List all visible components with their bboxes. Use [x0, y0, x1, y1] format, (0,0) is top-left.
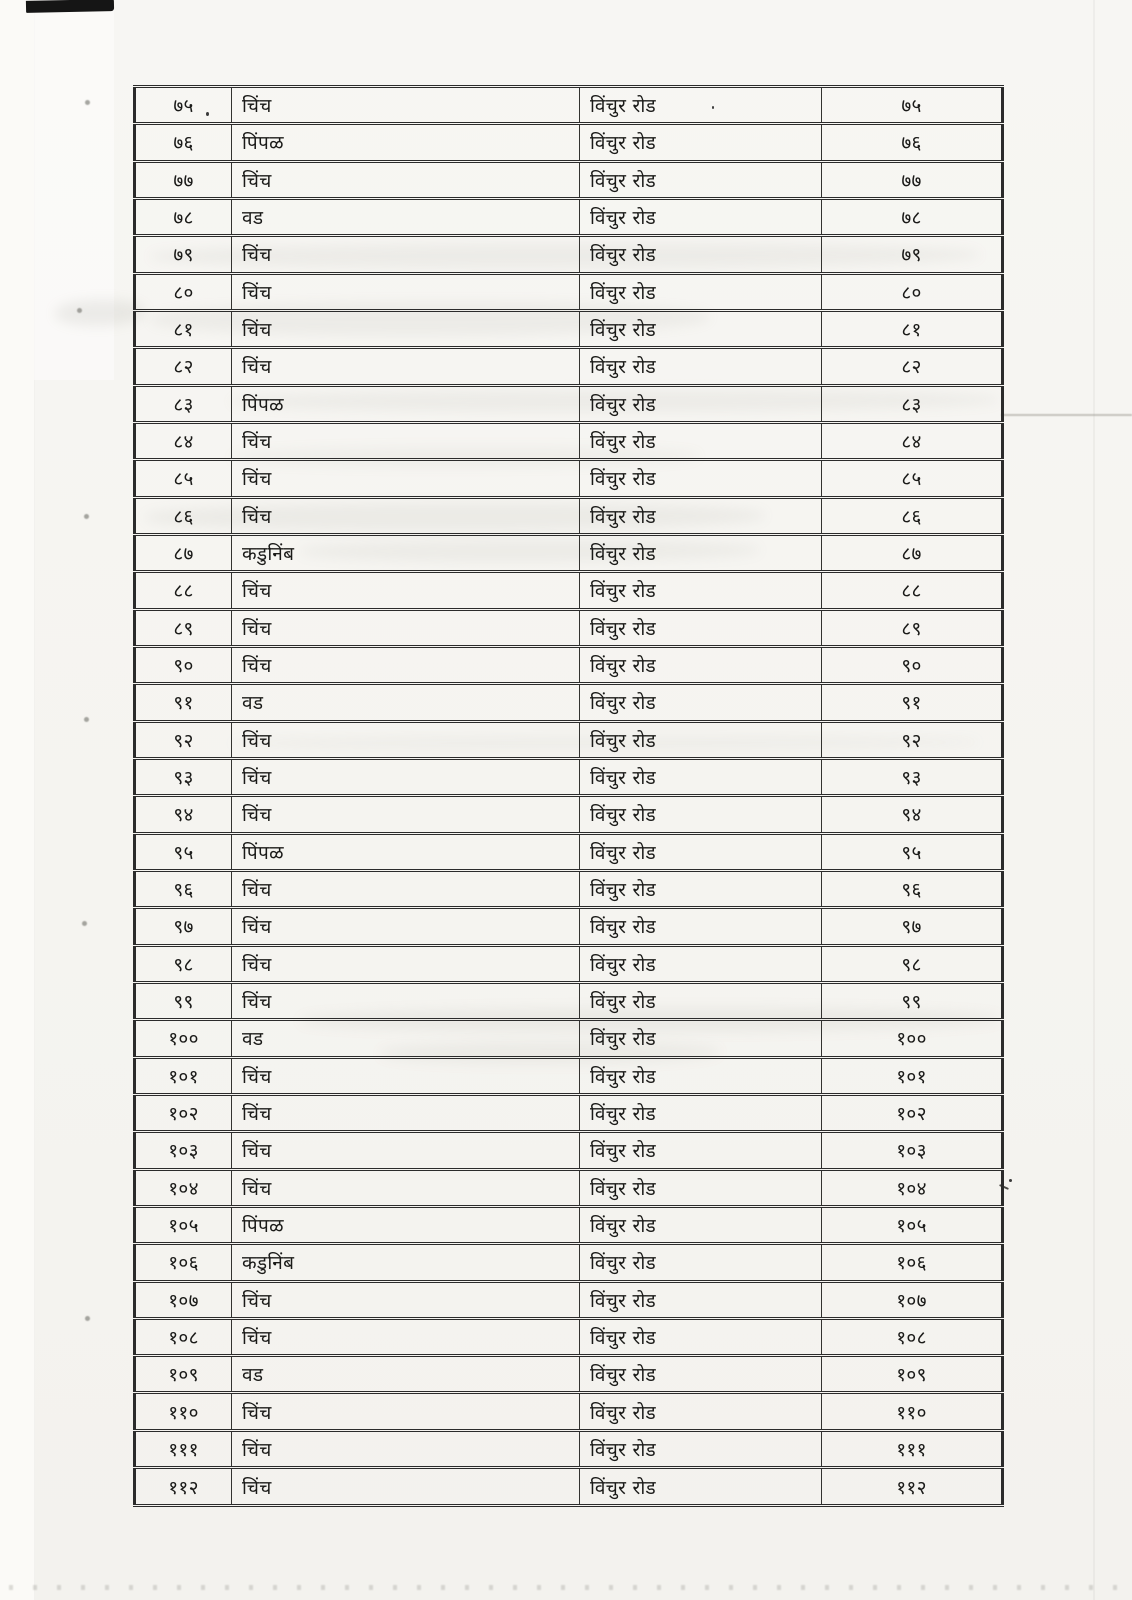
serial-cell: ११० — [135, 1393, 232, 1430]
serial-cell: ७८ — [135, 198, 232, 235]
table-row — [135, 236, 1003, 273]
serial-repeat-cell: १०७ — [822, 1281, 1003, 1318]
tree-name-cell: चिंच — [232, 1318, 580, 1355]
tree-name-cell: चिंच — [232, 87, 580, 124]
serial-repeat-cell: ७७ — [822, 161, 1003, 198]
table-row — [135, 684, 1003, 721]
table-row — [135, 310, 1003, 347]
serial-repeat-cell: ९१ — [822, 684, 1003, 721]
serial-cell: ९० — [135, 646, 232, 683]
tree-name-cell: चिंच — [232, 945, 580, 982]
scan-left-edge-strip — [0, 0, 35, 1600]
serial-repeat-cell: ९९ — [822, 982, 1003, 1019]
tree-name-cell: चिंच — [232, 273, 580, 310]
serial-repeat-cell: ८३ — [822, 385, 1003, 422]
serial-cell: ८२ — [135, 348, 232, 385]
serial-cell: ८९ — [135, 609, 232, 646]
location-cell: विंचुर रोड — [580, 1468, 822, 1506]
tree-name-cell: कडुनिंब — [232, 1244, 580, 1281]
table-row — [135, 348, 1003, 385]
table-row — [135, 497, 1003, 534]
serial-repeat-cell: ९६ — [822, 870, 1003, 907]
location-cell: विंचुर रोड — [580, 1318, 822, 1355]
tree-name-cell: चिंच — [232, 1169, 580, 1206]
serial-repeat-cell: १०२ — [822, 1094, 1003, 1131]
location-cell: विंचुर रोड — [580, 1281, 822, 1318]
location-cell: विंचुर रोड — [580, 796, 822, 833]
location-cell: विंचुर रोड — [580, 161, 822, 198]
serial-cell: १०४ — [135, 1169, 232, 1206]
serial-repeat-cell: १०५ — [822, 1206, 1003, 1243]
location-cell: विंचुर रोड — [580, 422, 822, 459]
location-cell: विंचुर रोड — [580, 945, 822, 982]
tree-name-cell: चिंच — [232, 646, 580, 683]
scan-speck — [82, 921, 87, 926]
serial-repeat-cell: १११ — [822, 1430, 1003, 1467]
tree-name-cell: पिंपळ — [232, 833, 580, 870]
serial-cell: ९६ — [135, 870, 232, 907]
tree-name-cell: चिंच — [232, 422, 580, 459]
table-row — [135, 796, 1003, 833]
tree-name-cell: पिंपळ — [232, 124, 580, 161]
serial-repeat-cell: ७६ — [822, 124, 1003, 161]
location-cell: विंचुर रोड — [580, 497, 822, 534]
location-cell: विंचुर रोड — [580, 1430, 822, 1467]
serial-cell: ९१ — [135, 684, 232, 721]
serial-repeat-cell: १०८ — [822, 1318, 1003, 1355]
tree-name-cell: चिंच — [232, 1281, 580, 1318]
serial-cell: ९४ — [135, 796, 232, 833]
serial-cell: १०२ — [135, 1094, 232, 1131]
tree-name-cell: चिंच — [232, 348, 580, 385]
serial-cell: ८७ — [135, 534, 232, 571]
location-cell: विंचुर रोड — [580, 1356, 822, 1393]
location-cell: विंचुर रोड — [580, 758, 822, 795]
serial-repeat-cell: १०६ — [822, 1244, 1003, 1281]
serial-cell: १०३ — [135, 1132, 232, 1169]
location-cell: विंचुर रोड — [580, 1057, 822, 1094]
tree-name-cell: चिंच — [232, 1132, 580, 1169]
location-cell: विंचुर रोड — [580, 1169, 822, 1206]
tree-name-cell: वड — [232, 1020, 580, 1057]
serial-repeat-cell: ८१ — [822, 310, 1003, 347]
table-row — [135, 198, 1003, 235]
scan-bottom-speckles — [0, 1585, 1132, 1590]
tree-name-cell: चिंच — [232, 1468, 580, 1506]
serial-cell: ८३ — [135, 385, 232, 422]
tree-name-cell: चिंच — [232, 236, 580, 273]
serial-cell: १०७ — [135, 1281, 232, 1318]
location-cell: विंचुर रोड — [580, 721, 822, 758]
tree-name-cell: चिंच — [232, 1057, 580, 1094]
serial-repeat-cell: ८७ — [822, 534, 1003, 571]
location-cell: विंचुर रोड — [580, 87, 822, 124]
location-cell: विंचुर रोड — [580, 908, 822, 945]
table-row — [135, 1132, 1003, 1169]
table-row — [135, 572, 1003, 609]
serial-repeat-cell: ९४ — [822, 796, 1003, 833]
tree-name-cell: चिंच — [232, 721, 580, 758]
serial-repeat-cell: ८५ — [822, 460, 1003, 497]
scan-speck — [77, 308, 82, 313]
location-cell: विंचुर रोड — [580, 1020, 822, 1057]
scan-speck — [84, 717, 89, 722]
tree-name-cell: पिंपळ — [232, 385, 580, 422]
tree-name-cell: चिंच — [232, 1094, 580, 1131]
serial-repeat-cell: १०१ — [822, 1057, 1003, 1094]
table-row — [135, 385, 1003, 422]
table-row — [135, 1244, 1003, 1281]
tree-name-cell: चिंच — [232, 572, 580, 609]
serial-repeat-cell: ११२ — [822, 1468, 1003, 1506]
location-cell: विंचुर रोड — [580, 385, 822, 422]
location-cell: विंचुर रोड — [580, 236, 822, 273]
serial-repeat-cell: ९३ — [822, 758, 1003, 795]
serial-cell: ९५ — [135, 833, 232, 870]
tree-name-cell: चिंच — [232, 609, 580, 646]
tree-name-cell: चिंच — [232, 1430, 580, 1467]
location-cell: विंचुर रोड — [580, 198, 822, 235]
table-row — [135, 534, 1003, 571]
table-row — [135, 982, 1003, 1019]
location-cell: विंचुर रोड — [580, 684, 822, 721]
serial-repeat-cell: ७५ — [822, 87, 1003, 124]
location-cell: विंचुर रोड — [580, 1206, 822, 1243]
serial-cell: ७६ — [135, 124, 232, 161]
serial-cell: १०५ — [135, 1206, 232, 1243]
serial-repeat-cell: ८४ — [822, 422, 1003, 459]
serial-repeat-cell: ७८ — [822, 198, 1003, 235]
location-cell: विंचुर रोड — [580, 273, 822, 310]
tree-name-cell: चिंच — [232, 460, 580, 497]
table-row — [135, 945, 1003, 982]
table-row — [135, 646, 1003, 683]
tree-name-cell: चिंच — [232, 908, 580, 945]
serial-cell: ७७ — [135, 161, 232, 198]
serial-cell: ९७ — [135, 908, 232, 945]
tree-name-cell: चिंच — [232, 870, 580, 907]
location-cell: विंचुर रोड — [580, 870, 822, 907]
table-row — [135, 721, 1003, 758]
tree-table-body — [135, 87, 1003, 1506]
location-cell: विंचुर रोड — [580, 534, 822, 571]
serial-repeat-cell: १०० — [822, 1020, 1003, 1057]
serial-cell: ९८ — [135, 945, 232, 982]
tree-name-cell: वड — [232, 1356, 580, 1393]
table-row — [135, 758, 1003, 795]
location-cell: विंचुर रोड — [580, 609, 822, 646]
scan-right-crease — [1093, 0, 1095, 1600]
location-cell: विंचुर रोड — [580, 572, 822, 609]
serial-repeat-cell: ९५ — [822, 833, 1003, 870]
table-row — [135, 1393, 1003, 1430]
serial-repeat-cell: ९२ — [822, 721, 1003, 758]
serial-cell: ८४ — [135, 422, 232, 459]
tree-name-cell: चिंच — [232, 310, 580, 347]
tree-name-cell: चिंच — [232, 497, 580, 534]
table-row — [135, 1430, 1003, 1467]
serial-repeat-cell: ९८ — [822, 945, 1003, 982]
location-cell: विंचुर रोड — [580, 982, 822, 1019]
serial-repeat-cell: ८९ — [822, 609, 1003, 646]
tree-name-cell: वड — [232, 684, 580, 721]
serial-cell: ८० — [135, 273, 232, 310]
serial-repeat-cell: ११० — [822, 1393, 1003, 1430]
scan-faint-line — [1001, 414, 1132, 416]
tree-name-cell: पिंपळ — [232, 1206, 580, 1243]
location-cell: विंचुर रोड — [580, 124, 822, 161]
serial-cell: १११ — [135, 1430, 232, 1467]
tree-name-cell: वड — [232, 198, 580, 235]
table-row — [135, 1020, 1003, 1057]
serial-repeat-cell: ७९ — [822, 236, 1003, 273]
scan-smudge — [55, 300, 145, 326]
serial-cell: १०१ — [135, 1057, 232, 1094]
table-row — [135, 870, 1003, 907]
serial-cell: ९३ — [135, 758, 232, 795]
serial-cell: ८५ — [135, 460, 232, 497]
serial-cell: ७५ — [135, 87, 232, 124]
tree-name-cell: चिंच — [232, 796, 580, 833]
serial-cell: ८८ — [135, 572, 232, 609]
serial-repeat-cell: ८६ — [822, 497, 1003, 534]
table-row — [135, 1281, 1003, 1318]
tree-name-cell: चिंच — [232, 1393, 580, 1430]
location-cell: विंचुर रोड — [580, 1244, 822, 1281]
serial-cell: ९२ — [135, 721, 232, 758]
location-cell: विंचुर रोड — [580, 646, 822, 683]
table-row — [135, 1318, 1003, 1355]
table-row — [135, 1356, 1003, 1393]
location-cell: विंचुर रोड — [580, 310, 822, 347]
scan-corner-black-mark — [26, 0, 114, 13]
serial-cell: ७९ — [135, 236, 232, 273]
scan-speck — [85, 1316, 90, 1321]
table-row — [135, 87, 1003, 124]
location-cell: विंचुर रोड — [580, 833, 822, 870]
table-row — [135, 908, 1003, 945]
tree-register-table — [133, 85, 1004, 1507]
serial-repeat-cell: ८२ — [822, 348, 1003, 385]
location-cell: विंचुर रोड — [580, 460, 822, 497]
table-row — [135, 273, 1003, 310]
tree-name-cell: चिंच — [232, 161, 580, 198]
location-cell: विंचुर रोड — [580, 348, 822, 385]
location-cell: विंचुर रोड — [580, 1094, 822, 1131]
location-cell: विंचुर रोड — [580, 1132, 822, 1169]
serial-repeat-cell: १०३ — [822, 1132, 1003, 1169]
serial-repeat-cell: ८८ — [822, 572, 1003, 609]
table-row — [135, 1169, 1003, 1206]
tree-name-cell: चिंच — [232, 758, 580, 795]
scan-speck — [85, 100, 90, 105]
table-row — [135, 609, 1003, 646]
serial-repeat-cell: ८० — [822, 273, 1003, 310]
serial-repeat-cell: ९७ — [822, 908, 1003, 945]
table-row — [135, 833, 1003, 870]
table-row — [135, 161, 1003, 198]
tree-name-cell: चिंच — [232, 982, 580, 1019]
scan-ink-dot — [1009, 1179, 1012, 1182]
table-row — [135, 422, 1003, 459]
serial-cell: १०९ — [135, 1356, 232, 1393]
serial-cell: ८१ — [135, 310, 232, 347]
table-row — [135, 1057, 1003, 1094]
table-row — [135, 124, 1003, 161]
serial-cell: ८६ — [135, 497, 232, 534]
serial-repeat-cell: १०४ — [822, 1169, 1003, 1206]
scan-speck — [84, 514, 89, 519]
serial-cell: ९९ — [135, 982, 232, 1019]
table-row — [135, 1094, 1003, 1131]
serial-cell: १०६ — [135, 1244, 232, 1281]
table-row — [135, 460, 1003, 497]
serial-cell: १०० — [135, 1020, 232, 1057]
serial-repeat-cell: ९० — [822, 646, 1003, 683]
tree-name-cell: कडुनिंब — [232, 534, 580, 571]
location-cell: विंचुर रोड — [580, 1393, 822, 1430]
table-row — [135, 1468, 1003, 1506]
serial-cell: ११२ — [135, 1468, 232, 1506]
serial-repeat-cell: १०९ — [822, 1356, 1003, 1393]
serial-cell: १०८ — [135, 1318, 232, 1355]
table-row — [135, 1206, 1003, 1243]
